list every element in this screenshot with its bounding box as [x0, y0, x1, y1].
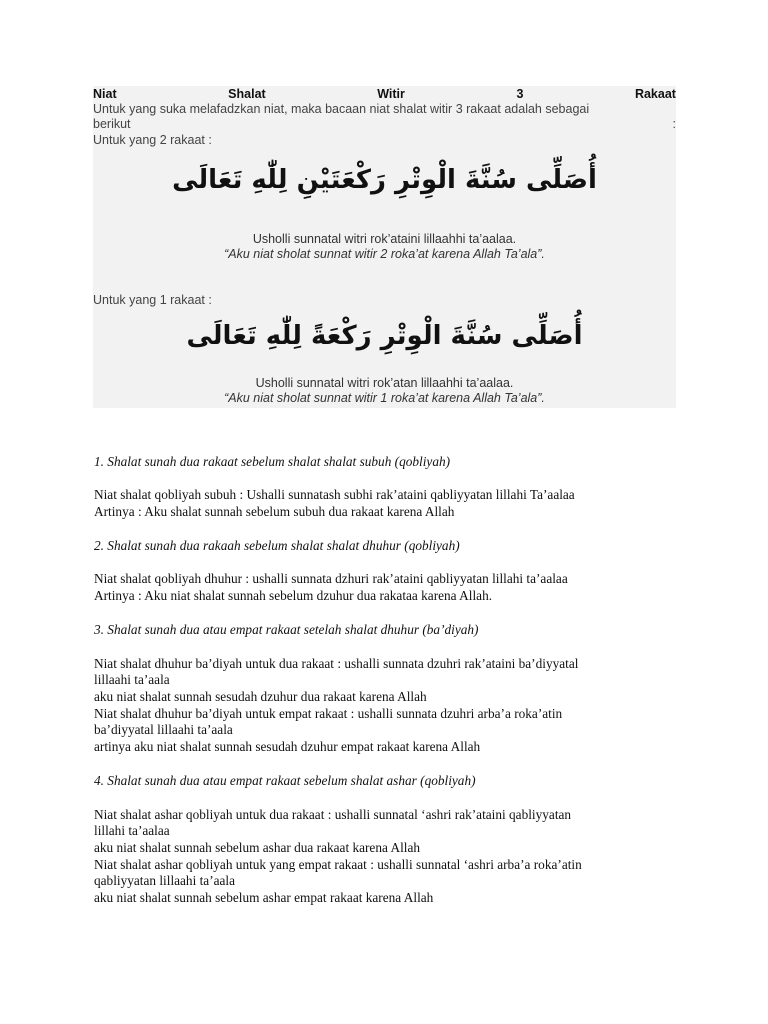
section-3-line: artinya aku niat shalat sunnah sesudah dzuhur empat rakaat karena Allah — [94, 739, 481, 754]
two-rakaat-latin: Usholli sunnatal witri rok’ataini lillaahhi ta’aalaa. — [252, 232, 517, 246]
title-word: Niat — [93, 87, 117, 101]
one-rakaat-label: Untuk yang 1 rakaat : — [93, 293, 212, 307]
two-rakaat-meaning: “Aku niat sholat sunnat witir 2 roka’at karena Allah Ta’ala”. — [224, 247, 545, 261]
section-3-line: aku niat shalat sunnah sesudah dzuhur dua rakaat karena Allah — [94, 689, 427, 704]
section-1-line: Artinya : Aku shalat sunnah sebelum subuh dua rakaat karena Allah — [94, 504, 455, 519]
section-2-line: Niat shalat qobliyah dhuhur : ushalli sunnata dzhuri rak’ataini qabliyyatan lillahi ta’aalaa — [94, 571, 568, 586]
witir-niat-box — [93, 86, 676, 408]
section-4-line: aku niat shalat sunnah sebelum ashar empat rakaat karena Allah — [94, 890, 434, 905]
title-word: 3 — [516, 87, 524, 101]
section-4-line: qabliyyatan lillaahi ta’aala — [94, 873, 236, 888]
section-4-line: Niat shalat ashar qobliyah untuk yang empat rakaat : ushalli sunnatal ‘ashri arba’a roka’atin — [94, 857, 582, 872]
section-3-line: Niat shalat dhuhur ba’diyah untuk empat rakaat : ushalli sunnata dzuhri arba’a roka’atin — [94, 706, 563, 721]
section-1-heading: 1. Shalat sunah dua rakaat sebelum shalat shalat subuh (qobliyah) — [94, 454, 451, 469]
section-2-line: Artinya : Aku niat shalat sunnah sebelum dzuhur dua rakataa karena Allah. — [94, 588, 493, 603]
section-3-line: Niat shalat dhuhur ba’diyah untuk dua rakaat : ushalli sunnata dzuhri rak’ataini ba’diyyatal — [94, 656, 579, 671]
section-3-heading: 3. Shalat sunah dua atau empat rakaat setelah shalat dhuhur (ba’diyah) — [94, 622, 479, 637]
two-rakaat-label: Untuk yang 2 rakaat : — [93, 133, 212, 147]
intro-line-2-left: berikut — [93, 117, 131, 131]
section-4-heading: 4. Shalat sunah dua atau empat rakaat sebelum shalat ashar (qobliyah) — [94, 773, 476, 788]
intro-line-2-right: : — [672, 117, 676, 131]
title-word: Witir — [377, 87, 405, 101]
box-title — [93, 87, 676, 102]
intro-line-1: Untuk yang suka melafadzkan niat, maka bacaan niat shalat witir 3 rakaat adalah sebagai — [93, 102, 590, 116]
two-rakaat-arabic: أُصَلِّى سُنَّةَ الْوِتْرِ رَكْعَتَيْنِ لِلّٰهِ تَعَالَى — [172, 165, 597, 195]
one-rakaat-latin: Usholli sunnatal witri rok’atan lillaahhi ta’aalaa. — [255, 376, 514, 390]
section-2-heading: 2. Shalat sunah dua rakaah sebelum shalat shalat dhuhur (qobliyah) — [94, 538, 460, 553]
section-4-line: aku niat shalat sunnah sebelum ashar dua rakaat karena Allah — [94, 840, 421, 855]
section-4-line: lillahi ta’aalaa — [94, 823, 170, 838]
one-rakaat-meaning: “Aku niat sholat sunnat witir 1 roka’at karena Allah Ta’ala”. — [224, 391, 545, 405]
section-1-line: Niat shalat qobliyah subuh : Ushalli sunnatash subhi rak’ataini qabliyyatan lillahi Ta’aalaa — [94, 487, 575, 502]
title-word: Shalat — [228, 87, 266, 101]
section-3-line: lillaahi ta’aala — [94, 672, 170, 687]
section-3-line: ba’diyyatal lillaahi ta’aala — [94, 722, 233, 737]
section-4-line: Niat shalat ashar qobliyah untuk dua rakaat : ushalli sunnatal ‘ashri rak’ataini qabliyyatan — [94, 807, 572, 822]
intro-line-2 — [93, 117, 676, 132]
title-word: Rakaat — [634, 87, 676, 101]
one-rakaat-arabic: أُصَلِّى سُنَّةَ الْوِتْرِ رَكْعَةً لِلّٰهِ تَعَالَى — [186, 321, 583, 351]
